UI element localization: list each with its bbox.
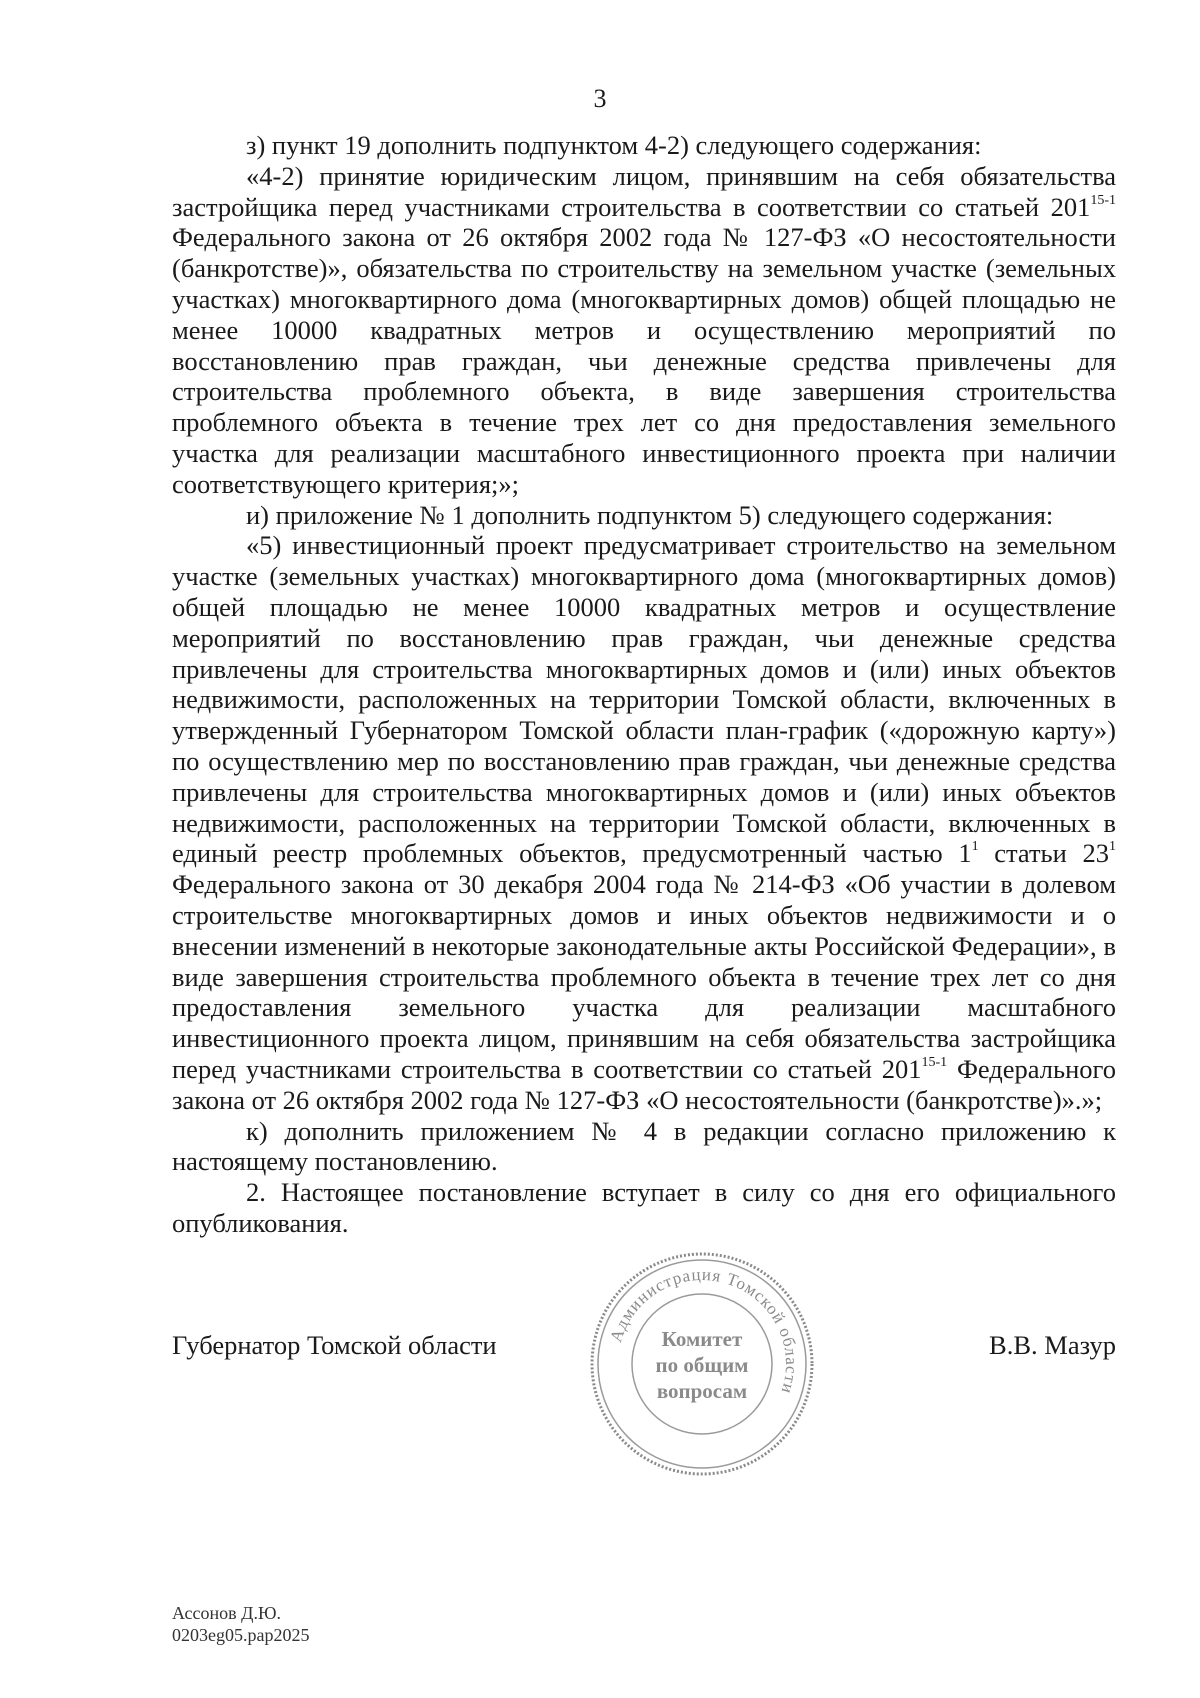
paragraph-4-2-text-start: «4-2) принятие юридическим лицом, принявшим на себя обязательства застройщика перед участниками строительства в соответствии со статьей 201	[172, 160, 1116, 222]
stamp-line-2: по общим	[655, 1353, 749, 1377]
document-body	[172, 130, 1116, 1239]
document-footer	[172, 1602, 309, 1646]
paragraph-z: з) пункт 19 дополнить подпунктом 4-2) следующего содержания:	[246, 130, 982, 160]
official-stamp	[586, 1248, 818, 1480]
signer-name: В.В. Мазур	[989, 1330, 1116, 1360]
stamp-line-3: вопросам	[656, 1379, 748, 1403]
paragraph-4-2-quote	[172, 161, 1116, 500]
signer-position: Губернатор Томской области	[172, 1330, 497, 1360]
paragraph-5-text-part2: статьи 23	[978, 838, 1109, 869]
paragraph-5-text-part3: Федерального закона от 30 декабря 2004 года № 214-ФЗ «Об участии в долевом строительстве многоквартирных домов и иных объектов недвижимости и о внесении изменений в некоторые законодательные акты Российской Федерации», в виде завершения строительства проблемного объекта в течение трех лет со дня предоставления земельного участка для реализации масштабного инвестиционного проекта лицом, принявшим на себя обязательства застройщика перед участниками строительства в соответствии со статьей 201	[172, 869, 1116, 1084]
paragraph-2-effective-date: 2. Настоящее постановление вступает в силу со дня его официального опубликования.	[172, 1177, 1116, 1238]
stamp-line-1: Комитет	[661, 1327, 743, 1351]
article-superscript: 15-1	[1090, 192, 1116, 208]
paragraph-k: к) дополнить приложением № 4 в редакции согласно приложению к настоящему постановлению.	[172, 1115, 1116, 1177]
stamp-ring-text: Администрация Томской области	[606, 1264, 802, 1397]
footer-author: Ассонов Д.Ю.	[172, 1603, 281, 1623]
footer-file-code: 0203eg05.pap2025	[172, 1625, 310, 1645]
part-superscript: 1	[971, 839, 979, 855]
paragraph-5-text-part4: Федерального закона от 26 октября 2002 года № 127-ФЗ «О несостоятельности (банкротстве)».»;	[172, 1053, 1117, 1115]
paragraph-5-quote	[172, 530, 1116, 1115]
paragraph-5-text-part1: «5) инвестиционный проект предусматривает строительство на земельном участке (земельных участках) многоквартирного дома (многоквартирных домов) общей площадью не менее 10000 квадратных метров и осуществление мероприятий по восстановлению прав граждан, чьи денежные средства привлечены для строительства многоквартирных домов и (или) иных объектов недвижимости, расположенных на территории Томской области, включенных в утвержденный Губернатором Томской области план-график («дорожную карту») по осуществлению мер по восстановлению прав граждан, чьи денежные средства привлечены для строительства многоквартирных домов и (или) иных объектов недвижимости, расположенных на территории Томской области, включенных в единый реестр проблемных объектов, предусмотренный частью 1	[172, 530, 1116, 869]
article-23-superscript: 1	[1109, 839, 1116, 855]
article-201-superscript: 15-1	[921, 1054, 948, 1070]
page-number: 3	[593, 84, 607, 113]
paragraph-4-2-text-end: Федерального закона от 26 октября 2002 года № 127-ФЗ «О несостоятельности (банкротстве)», обязательства по строительству на земельном участке (земельных участках) многоквартирного дома (многоквартирных домов) общей площадью не менее 10000 квадратных метров и осуществлению мероприятий по восстановлению прав граждан, чьи денежные средства привлечены для строительства проблемного объекта, в виде завершения строительства проблемного объекта в течение трех лет со дня предоставления земельного участка для реализации масштабного инвестиционного проекта при наличии соответствующего критерия;»;	[172, 222, 1116, 499]
paragraph-i: и) приложение № 1 дополнить подпунктом 5) следующего содержания:	[246, 499, 1054, 530]
